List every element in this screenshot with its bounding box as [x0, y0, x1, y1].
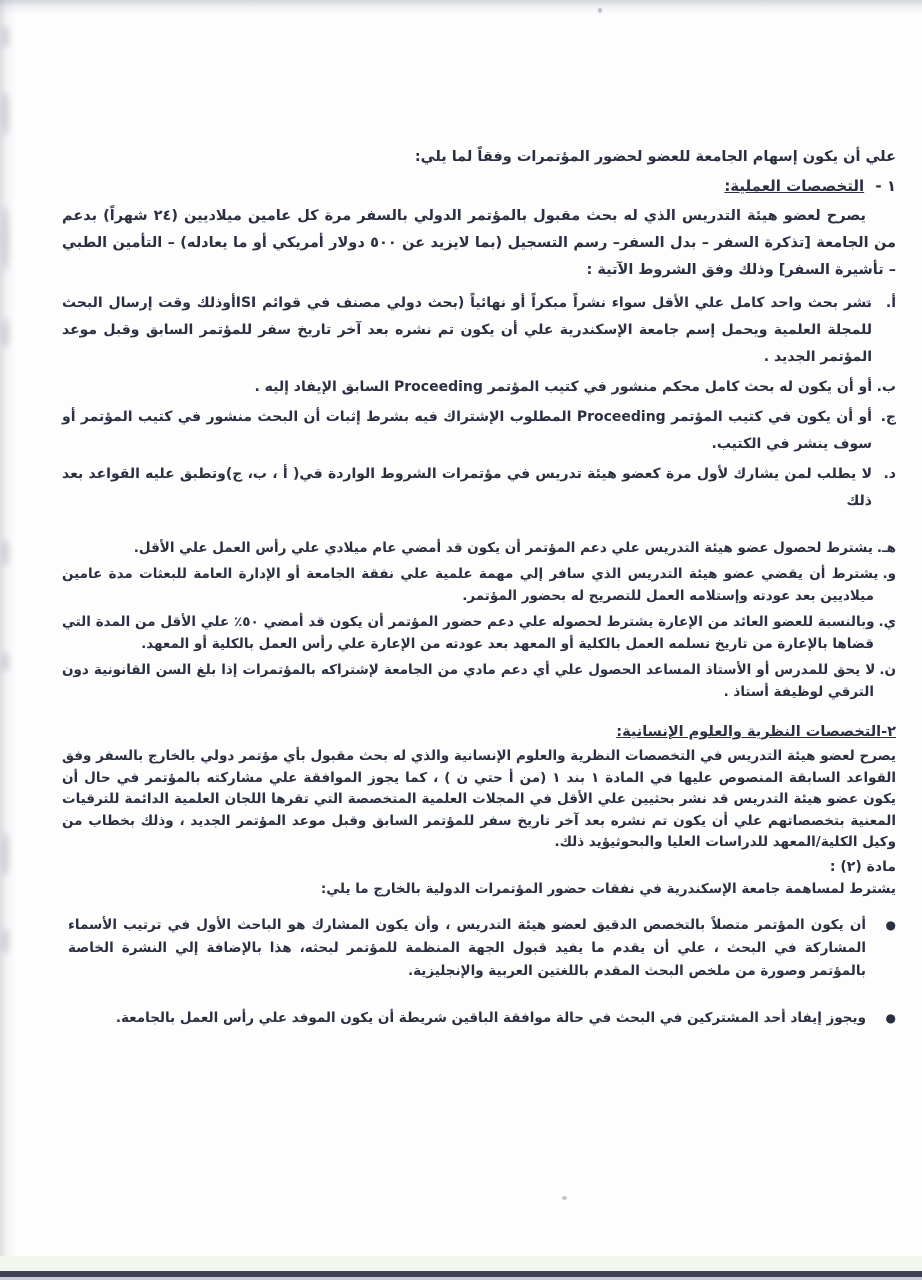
clause-marker: أ.: [885, 295, 896, 311]
scan-bottom-strip: [0, 1256, 922, 1271]
clause-marker: و.: [882, 566, 896, 582]
clause-item: [62, 404, 896, 458]
clause-text: نشر بحث واحد كامل علي الأقل سواء نشراً مبكراً أو نهائياً (بحث دولي مصنف في قوائم ISIأوذلك وقت إرسال البحث للمجلة العلمية ويحمل إسم جامعة الإسكندرية علي أن يكون تم نشره بعد آخر تاريخ سفر للمؤتمر السابق وقبل موعد المؤتمر الجديد .: [62, 295, 872, 365]
clause-marker: ن.: [879, 662, 896, 678]
document-intro: علي أن يكون إسهام الجامعة للعضو لحضور المؤتمرات وفقاً لما يلي:: [414, 149, 896, 165]
scan-smudge: [1, 92, 10, 136]
clause-item: [62, 563, 896, 607]
scan-smudge: [1, 318, 10, 348]
clause-item: [62, 374, 896, 401]
clause-marker: ب.: [876, 379, 896, 395]
scan-top-shadow: [0, 0, 922, 15]
section1-title: التخصصات العملية:: [724, 177, 865, 195]
scan-left-shadow: [0, 0, 16, 1280]
scan-speck: [562, 1196, 567, 1200]
section1-clauses-a-d: [62, 290, 896, 515]
bullet-text: ويجوز إيفاد أحد المشتركين في البحث في حالة موافقة الباقين شريطة أن يكون الموفد علي رأس العمل بالجامعة.: [115, 1009, 866, 1026]
clause-marker: ج.: [880, 409, 896, 425]
clause-item: [62, 611, 896, 655]
clause-marker: هـ.: [876, 540, 896, 556]
section1-heading: [62, 174, 896, 198]
bullet-text: أن يكون المؤتمر متصلاً بالتخصص الدقيق لعضو هيئة التدريس ، وأن يكون المشارك هو الباحث الأول في ترتيب الأسماء المشاركة في البحث ، علي أن يقدم ما يفيد قبول الجهة المنظمة للمؤتمر لبحثه، هذا بالإضافة إلي النشرة الخاصة بالمؤتمر وصورة من ملخص البحث المقدم باللغتين العربية والإنجليزية.: [68, 916, 866, 979]
document-body: [62, 146, 896, 1030]
clause-item: [62, 659, 896, 703]
bullet-icon: ●: [885, 917, 896, 932]
bullet-item: [62, 914, 896, 983]
clause-text: لا يحق للمدرس أو الأستاذ المساعد الحصول علي أي دعم مادي من الجامعة لإشتراكه بالمؤتمرات إذا بلغ السن القانونية دون الترقي لوظيفة أستاذ .: [62, 662, 876, 700]
clause-marker: د.: [883, 466, 896, 482]
clause-item: [62, 461, 896, 515]
bullet-item: [62, 1007, 896, 1030]
clause-text: لا يطلب لمن يشارك لأول مرة كعضو هيئة تدريس في مؤتمرات الشروط الواردة في( أ ، ب، ج)وتطبق عليه القواعد بعد ذلك: [62, 466, 872, 509]
scan-speck: [598, 8, 602, 13]
scan-smudge: [1, 652, 10, 672]
clause-text: أو أن يكون له بحث كامل محكم منشور في كتيب المؤتمر Proceeding السابق الإيفاد إليه .: [254, 379, 872, 395]
scan-smudge: [1, 26, 10, 48]
article2-heading: مادة (٢) :: [829, 858, 896, 875]
bullet-icon: ●: [885, 1010, 896, 1025]
section1-paragraph: يصرح لعضو هيئة التدريس الذي له بحث مقبول بالمؤتمر الدولي بالسفر مرة كل عامين ميلاديين (٢٤ شهراً) بدعم من الجامعة [تذكرة السفر – بدل السفر– رسم التسجيل (بما لايزيد عن ٥٠٠ دولار أمريكي أو ما يعادله) – التأمين الطبي – تأشيرة السفر] وذلك وفق الشروط الآتية :: [62, 208, 896, 278]
section2-paragraph: يصرح لعضو هيئة التدريس في التخصصات النظرية والعلوم الإنسانية والذي له بحث مقبول بأي مؤتمر دولي بالخارج بالسفر وفق القواعد السابقة المنصوص عليها في المادة ١ بند ١ (من أ حتي ن ) ، كما يجوز الموافقة علي مشاركته بالمؤتمر في حال أن يكون عضو هيئة التدريس قد نشر بحثيين علي الأقل في المجلات العلمية المتخصصة التي تقرها اللجان العلمية الدائمة للترقيات المعنية بتخصصاتهم علي أن يكون تم نشره بعد آخر تاريخ سفر للمؤتمر السابق وقبل موعد المؤتمر الجديد ، وذلك بخطاب من وكيل الكلية/المعهد للدراسات العليا والبحوثيؤيد ذلك.: [62, 748, 896, 850]
clause-text: وبالنسبة للعضو العائد من الإعارة يشترط لحصوله علي دعم حضور المؤتمر أن يكون قد أمضي ٥٠٪ علي الأقل من المدة التي قضاها بالإعارة من تاريخ تسلمه العمل بالكلية أو المعهد بعد عودته من الإعارة علي رأس العمل بالكلية أو المعهد.: [62, 614, 875, 652]
clause-text: أو أن يكون في كتيب المؤتمر Proceeding المطلوب الإشتراك فيه بشرط إثبات أن البحث منشور في كتيب المؤتمر أو سوف ينشر في الكتيب.: [62, 409, 872, 452]
clause-marker: ي.: [878, 614, 896, 630]
article2-bullets: [62, 914, 896, 1030]
article2-intro: يشترط لمساهمة جامعة الإسكندرية في نفقات حضور المؤتمرات الدولية بالخارج ما يلي:: [320, 880, 896, 897]
scan-smudge: [1, 206, 10, 272]
scan-smudge: [1, 832, 10, 876]
section1-number: ١ -: [875, 177, 896, 195]
scan-smudge: [1, 928, 10, 954]
clause-item: [62, 537, 896, 559]
clause-text: يشترط أن يقضي عضو هيئة التدريس الذي سافر إلي مهمة علمية علي نفقة الجامعة أو الإدارة العامة للبعثات مدة عامين ميلاديين بعد عودته وإستلامه العمل للتصريح له بحضور المؤتمر.: [62, 566, 879, 604]
clause-item: [62, 290, 896, 371]
section1-clauses-h-n: [62, 537, 896, 703]
clause-text: يشترط لحصول عضو هيئة التدريس علي دعم المؤتمر أن يكون قد أمضي عام ميلادي علي رأس العمل علي الأقل.: [133, 540, 873, 556]
section2-heading: ٢-التخصصات النظرية والعلوم الإنسانية:: [616, 724, 896, 740]
scan-smudge: [1, 540, 10, 566]
